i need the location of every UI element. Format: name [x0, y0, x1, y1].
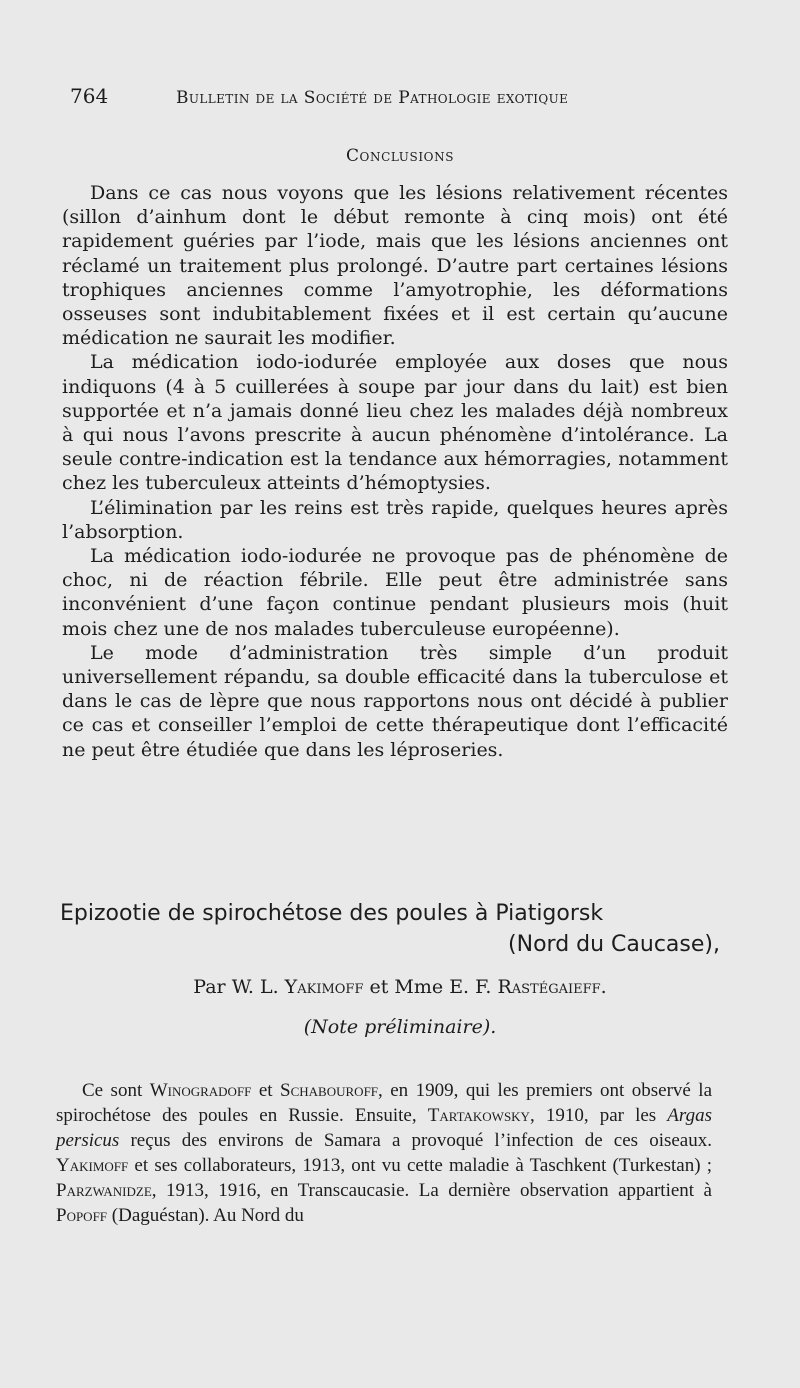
- preliminary-note: (Note préliminaire).: [303, 1016, 497, 1038]
- species-name: Argas persicus: [56, 1105, 712, 1151]
- author-name: Schabouroff: [280, 1080, 379, 1101]
- paragraph: La médication iodo-iodurée employée aux doses que nous indiquons (4 à 5 cuillerées à soupe par jour dans du lait) est bien supportée et n’a jamais donné lieu chez les malades déjà nombreux à qui nous l’avons prescrite à aucun phénomène d’intolérance. La seule contre-indication est la tendance aux hémorragies, notamment chez les tuberculeux atteints d’hémoptysies.: [62, 351, 728, 495]
- running-title: Bulletin de la Société de Pathologie exotique: [176, 88, 569, 108]
- author-name: Popoff: [56, 1205, 108, 1226]
- body-text-run: reçus des environs de Samara a provoqué l’infection de ces oiseaux.: [119, 1130, 712, 1151]
- author-1: W. L. Yakimoff: [231, 976, 364, 998]
- body-text-run: et: [251, 1080, 281, 1101]
- conclusions-body: [62, 181, 728, 762]
- page-header: [70, 84, 730, 114]
- body-text-run: , 1913, 1916, en Transcaucasie. La dernière observation appartient à: [151, 1180, 712, 1201]
- article-title-line-2: (Nord du Caucase),: [508, 932, 720, 957]
- conclusions-heading: Conclusions: [345, 146, 455, 166]
- article-body: [56, 1078, 712, 1228]
- author-name: Tartakowsky: [427, 1105, 530, 1126]
- author-2: E. F. Rastégaieff.: [449, 976, 607, 998]
- page-number: 764: [70, 84, 109, 108]
- body-text-run: Ce sont: [82, 1080, 150, 1101]
- paragraph: [56, 1078, 712, 1228]
- article-title-line-1: Epizootie de spirochétose des poules à Piatigorsk: [60, 901, 604, 926]
- article-title: [60, 898, 720, 960]
- authors-prefix: Par: [193, 976, 232, 998]
- body-text-run: et ses collaborateurs, 1913, ont vu cette maladie à Taschkent (Turkestan) ;: [128, 1155, 712, 1176]
- body-text-run: , 1910, par les: [529, 1105, 668, 1126]
- paragraph: La médication iodo-iodurée ne provoque pas de phénomène de choc, ni de réaction fébrile. Elle peut être administrée sans inconvénient d’une façon continue pendant plusieurs mois (huit mois chez une de nos malades tuberculeuse européenne).: [62, 545, 728, 640]
- author-name: Yakimoff: [56, 1155, 129, 1176]
- paragraph: Le mode d’administration très simple d’un produit universellement répandu, sa double efficacité dans la tuberculose et dans le cas de lèpre que nous rapportons nous ont décidé à publier ce cas et conseiller l’emploi de cette thérapeutique dont l’efficacité ne peut être étudiée que dans les léproseries.: [62, 641, 728, 761]
- author-name: Winogradoff: [149, 1080, 252, 1101]
- author-name: Parzwanidze: [56, 1180, 152, 1201]
- paragraph: Dans ce cas nous voyons que les lésions relativement récentes (sillon d’ainhum dont le début remonte à cinq mois) ont été rapidement guéries par l’iode, mais que les lésions anciennes ont réclamé un traitement plus prolongé. D’autre part certaines lésions trophiques anciennes comme l’amyotrophie, les déformations osseuses sont indubitablement fixées et il est certain qu’aucune médication ne saurait les modifier.: [62, 182, 728, 350]
- body-text-run: , en 1909, qui les premiers ont observé la spirochétose des poules en Russie. Ensuite,: [56, 1080, 713, 1126]
- article-authors: [0, 976, 800, 998]
- paragraph: L’élimination par les reins est très rapide, quelques heures après l’absorption.: [62, 496, 728, 543]
- authors-connector: et Mme: [363, 976, 450, 998]
- body-text-run: (Daguéstan). Au Nord du: [107, 1205, 304, 1226]
